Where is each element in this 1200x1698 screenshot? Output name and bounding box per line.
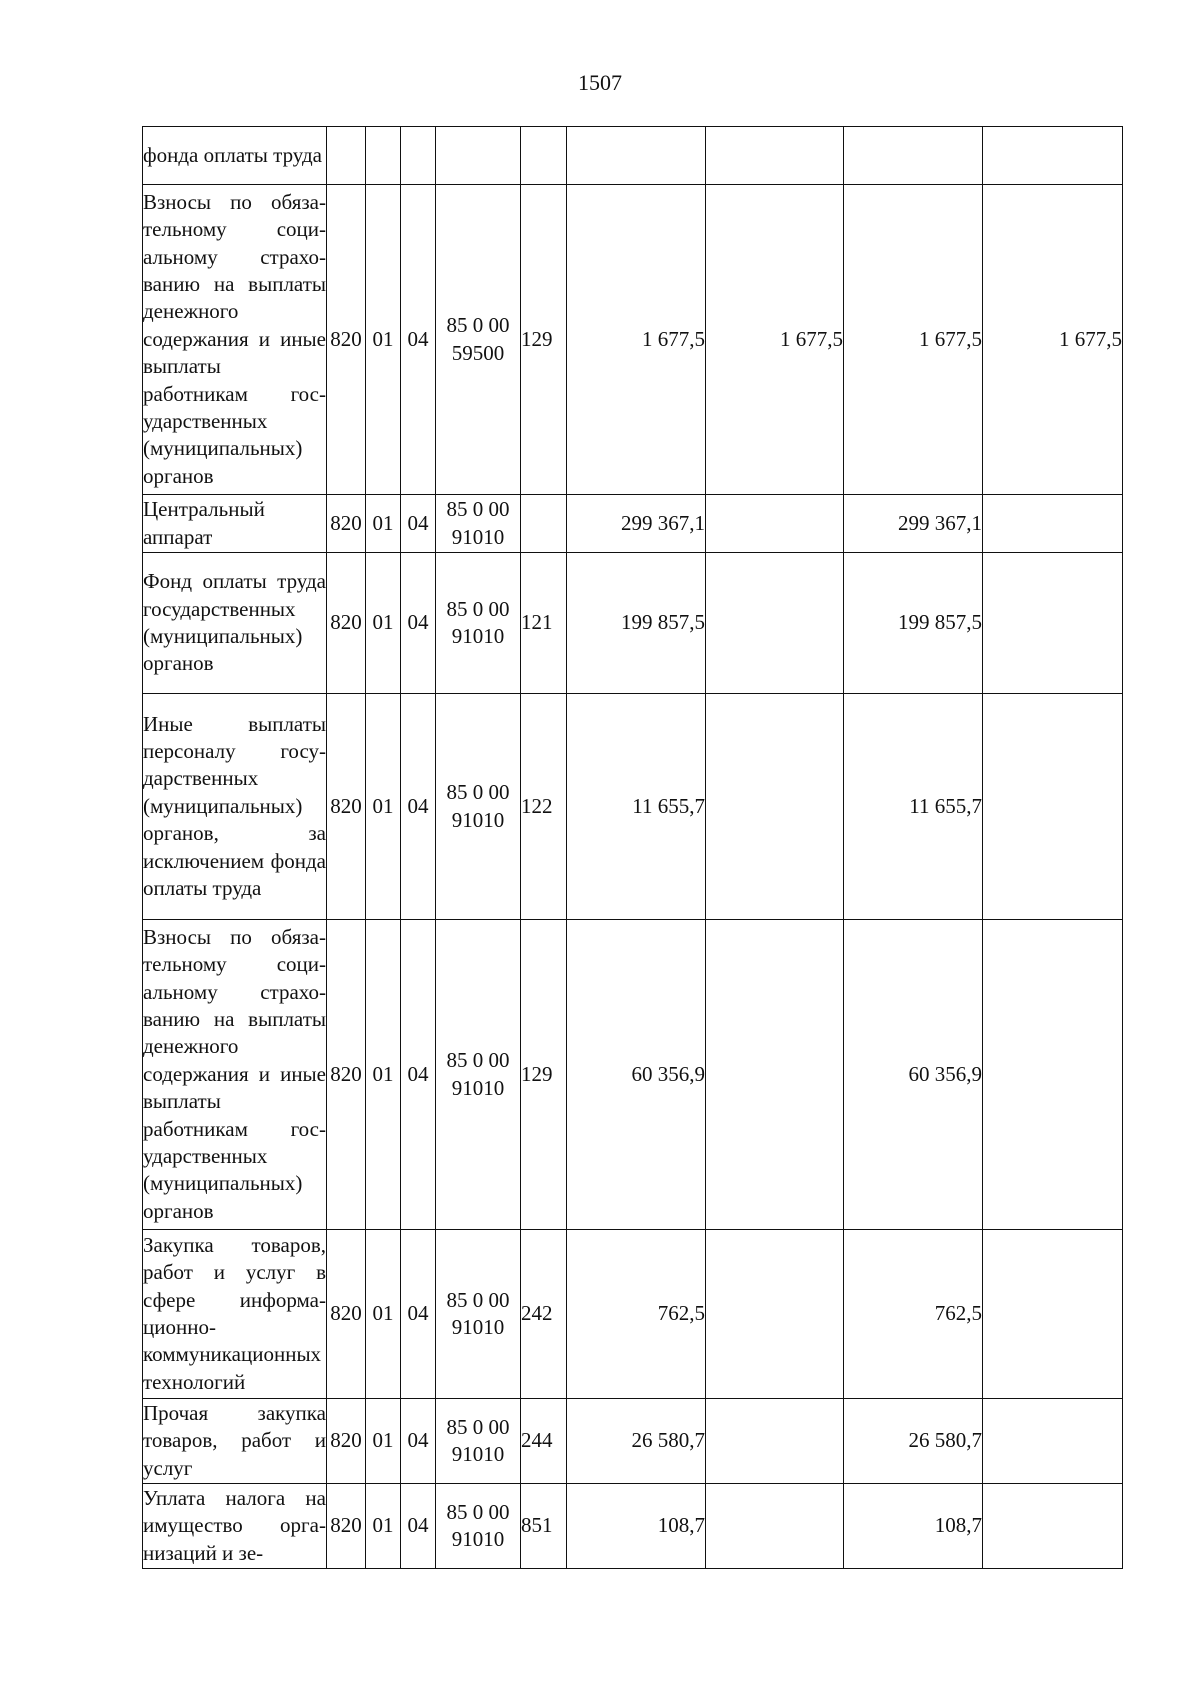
ministry-code bbox=[327, 127, 366, 185]
ministry-code: 820 bbox=[327, 694, 366, 920]
ministry-code: 820 bbox=[327, 1484, 366, 1569]
ministry-code: 820 bbox=[327, 495, 366, 553]
table-row bbox=[143, 185, 1123, 495]
amount-total: 60 356,9 bbox=[567, 920, 706, 1230]
expense-name: Взносы по обязательному социальному страхованию на выплаты денежного содержания и иные выплаты работникам государственных (муниципальных) органов bbox=[143, 920, 327, 1230]
section-code: 01 bbox=[366, 553, 401, 694]
target-article-code: 85 0 00 91010 bbox=[436, 495, 521, 553]
section-code: 01 bbox=[366, 1484, 401, 1569]
section-code bbox=[366, 127, 401, 185]
amount-col-7 bbox=[706, 920, 844, 1230]
target-article-code: 85 0 00 91010 bbox=[436, 694, 521, 920]
expense-type-code bbox=[521, 495, 567, 553]
amount-col-7 bbox=[706, 1230, 844, 1399]
target-article-code: 85 0 00 91010 bbox=[436, 1484, 521, 1569]
expense-name: Уплата налога на имущество организаций и зе- bbox=[143, 1484, 327, 1569]
amount-col-8: 762,5 bbox=[844, 1230, 983, 1399]
amount-col-9: 1 677,5 bbox=[983, 185, 1123, 495]
amount-total: 108,7 bbox=[567, 1484, 706, 1569]
expense-type-code: 851 bbox=[521, 1484, 567, 1569]
amount-col-7 bbox=[706, 1484, 844, 1569]
amount-col-9 bbox=[983, 1230, 1123, 1399]
table-body bbox=[143, 127, 1123, 1569]
budget-table bbox=[142, 126, 1123, 1569]
amount-col-7 bbox=[706, 1399, 844, 1484]
expense-type-code: 121 bbox=[521, 553, 567, 694]
amount-col-9 bbox=[983, 694, 1123, 920]
target-article-code: 85 0 00 91010 bbox=[436, 1399, 521, 1484]
ministry-code: 820 bbox=[327, 1230, 366, 1399]
amount-total: 11 655,7 bbox=[567, 694, 706, 920]
section-code: 01 bbox=[366, 920, 401, 1230]
page-number: 1507 bbox=[578, 70, 622, 95]
target-article-code: 85 0 00 59500 bbox=[436, 185, 521, 495]
subsection-code: 04 bbox=[401, 1230, 436, 1399]
amount-col-8: 11 655,7 bbox=[844, 694, 983, 920]
ministry-code: 820 bbox=[327, 920, 366, 1230]
table-row bbox=[143, 1484, 1123, 1569]
target-article-code: 85 0 00 91010 bbox=[436, 920, 521, 1230]
expense-name: фонда оплаты труда bbox=[143, 127, 327, 185]
amount-total bbox=[567, 127, 706, 185]
amount-total: 1 677,5 bbox=[567, 185, 706, 495]
expense-name: Взносы по обязательному социальному страхованию на выплаты денежного содержания и иные выплаты работникам государственных (муниципальных) органов bbox=[143, 185, 327, 495]
expense-name: Иные выплаты персоналу государственных (муниципальных) органов, за исключением фонда оплаты труда bbox=[143, 694, 327, 920]
ministry-code: 820 bbox=[327, 185, 366, 495]
table-row bbox=[143, 1399, 1123, 1484]
expense-type-code: 129 bbox=[521, 920, 567, 1230]
amount-col-8: 1 677,5 bbox=[844, 185, 983, 495]
section-code: 01 bbox=[366, 185, 401, 495]
expense-type-code bbox=[521, 127, 567, 185]
target-article-code bbox=[436, 127, 521, 185]
amount-col-8 bbox=[844, 127, 983, 185]
section-code: 01 bbox=[366, 1399, 401, 1484]
target-article-code: 85 0 00 91010 bbox=[436, 553, 521, 694]
amount-total: 26 580,7 bbox=[567, 1399, 706, 1484]
amount-col-8: 60 356,9 bbox=[844, 920, 983, 1230]
subsection-code: 04 bbox=[401, 694, 436, 920]
expense-type-code: 129 bbox=[521, 185, 567, 495]
subsection-code: 04 bbox=[401, 553, 436, 694]
subsection-code: 04 bbox=[401, 1484, 436, 1569]
subsection-code: 04 bbox=[401, 920, 436, 1230]
expense-name: Закупка товаров, работ и услуг в сфере информационно-коммуникационных технологий bbox=[143, 1230, 327, 1399]
amount-col-8: 26 580,7 bbox=[844, 1399, 983, 1484]
expense-type-code: 122 bbox=[521, 694, 567, 920]
section-code: 01 bbox=[366, 694, 401, 920]
target-article-code: 85 0 00 91010 bbox=[436, 1230, 521, 1399]
amount-col-9 bbox=[983, 127, 1123, 185]
amount-col-7 bbox=[706, 127, 844, 185]
amount-col-9 bbox=[983, 553, 1123, 694]
amount-col-8: 299 367,1 bbox=[844, 495, 983, 553]
subsection-code: 04 bbox=[401, 1399, 436, 1484]
amount-col-9 bbox=[983, 495, 1123, 553]
section-code: 01 bbox=[366, 495, 401, 553]
amount-col-7 bbox=[706, 694, 844, 920]
expense-type-code: 244 bbox=[521, 1399, 567, 1484]
amount-col-9 bbox=[983, 1399, 1123, 1484]
expense-name: Фонд оплаты труда государственных (муниципальных) органов bbox=[143, 553, 327, 694]
section-code: 01 bbox=[366, 1230, 401, 1399]
expense-name: Прочая закупка товаров, работ и услуг bbox=[143, 1399, 327, 1484]
amount-col-7: 1 677,5 bbox=[706, 185, 844, 495]
subsection-code: 04 bbox=[401, 185, 436, 495]
amount-total: 762,5 bbox=[567, 1230, 706, 1399]
amount-total: 199 857,5 bbox=[567, 553, 706, 694]
amount-col-7 bbox=[706, 553, 844, 694]
table-row bbox=[143, 127, 1123, 185]
table-row bbox=[143, 1230, 1123, 1399]
amount-col-8: 108,7 bbox=[844, 1484, 983, 1569]
amount-col-8: 199 857,5 bbox=[844, 553, 983, 694]
amount-total: 299 367,1 bbox=[567, 495, 706, 553]
ministry-code: 820 bbox=[327, 1399, 366, 1484]
amount-col-7 bbox=[706, 495, 844, 553]
table-row bbox=[143, 553, 1123, 694]
subsection-code bbox=[401, 127, 436, 185]
table-row bbox=[143, 920, 1123, 1230]
subsection-code: 04 bbox=[401, 495, 436, 553]
expense-type-code: 242 bbox=[521, 1230, 567, 1399]
table-row bbox=[143, 694, 1123, 920]
ministry-code: 820 bbox=[327, 553, 366, 694]
table-row bbox=[143, 495, 1123, 553]
expense-name: Центральный аппарат bbox=[143, 495, 327, 553]
amount-col-9 bbox=[983, 1484, 1123, 1569]
amount-col-9 bbox=[983, 920, 1123, 1230]
